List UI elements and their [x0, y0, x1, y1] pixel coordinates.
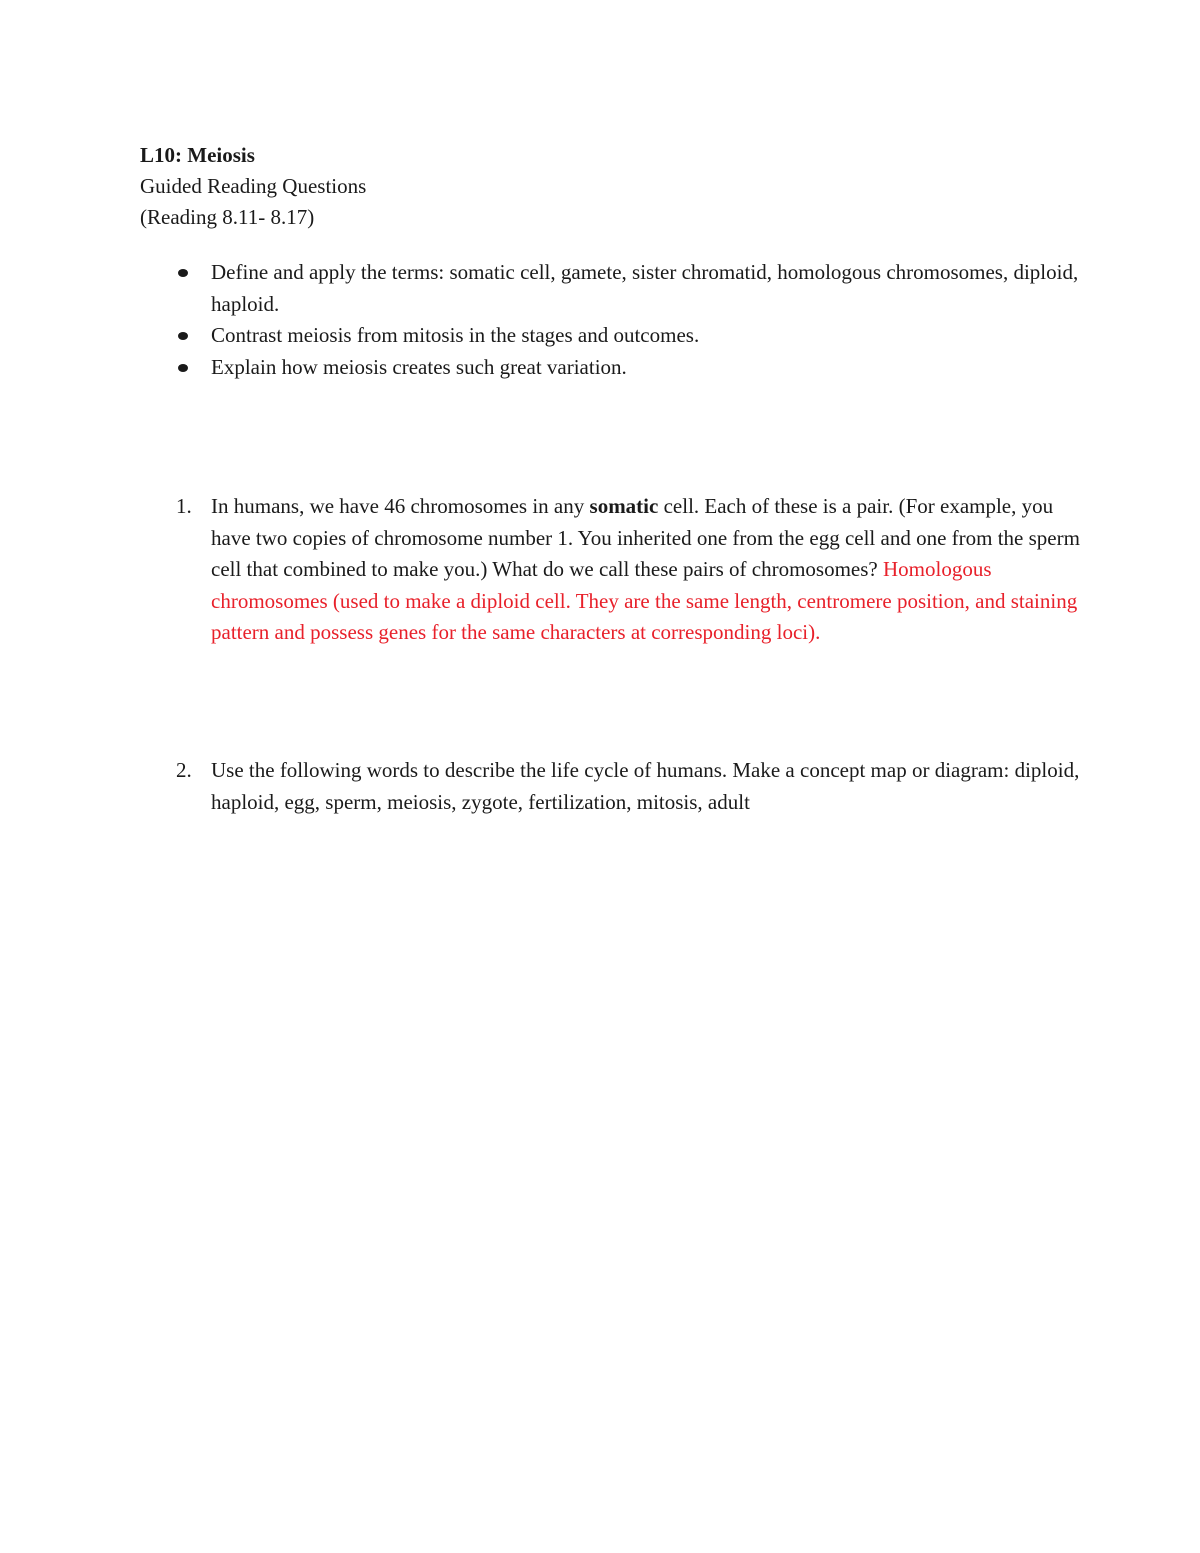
objectives-list — [140, 257, 1080, 383]
objective-text: Contrast meiosis from mitosis in the stages and outcomes. — [211, 323, 700, 347]
page-title: L10: Meiosis — [140, 143, 255, 167]
question-1 — [140, 491, 1080, 649]
question-number: 1. — [176, 494, 192, 518]
question-body: Use the following words to describe the life cycle of humans. Make a concept map or diagram: diploid, haploid, egg, sperm, meiosis, zygote, fertilization, mitosis, adult — [211, 758, 1080, 814]
question-bold-term: somatic — [589, 494, 659, 518]
objective-text: Explain how meiosis creates such great variation. — [211, 354, 627, 379]
objective-item — [140, 352, 1080, 384]
bullet-icon — [178, 332, 188, 340]
bullet-icon — [178, 364, 188, 372]
question-text-before: In humans, we have 46 chromosomes in any — [211, 494, 590, 518]
question-body — [211, 491, 1080, 649]
objective-item — [140, 257, 1080, 320]
answer-text: Homologous chromosomes (used to make a diploid cell. They are the same length, centromere position, and staining pattern and possess genes for the same characters at corresponding loci). — [211, 557, 1078, 644]
question-text-after: cell. Each of these is a pair. (For example, you have two copies of chromosome number 1. You inherited one from the egg cell and one from the sperm cell that combined to make you.) What do we call these pairs of chromosomes? — [211, 494, 1080, 581]
bullet-icon — [178, 269, 188, 277]
question-2 — [140, 755, 1080, 818]
question-number: 2. — [176, 758, 192, 782]
page-subtitle: Guided Reading Questions — [140, 174, 367, 198]
objective-text: Define and apply the terms: somatic cell, gamete, sister chromatid, homologous chromosomes, diploid, haploid. — [211, 260, 1079, 316]
objective-item — [140, 320, 1080, 352]
reading-reference: (Reading 8.11- 8.17) — [140, 205, 315, 229]
